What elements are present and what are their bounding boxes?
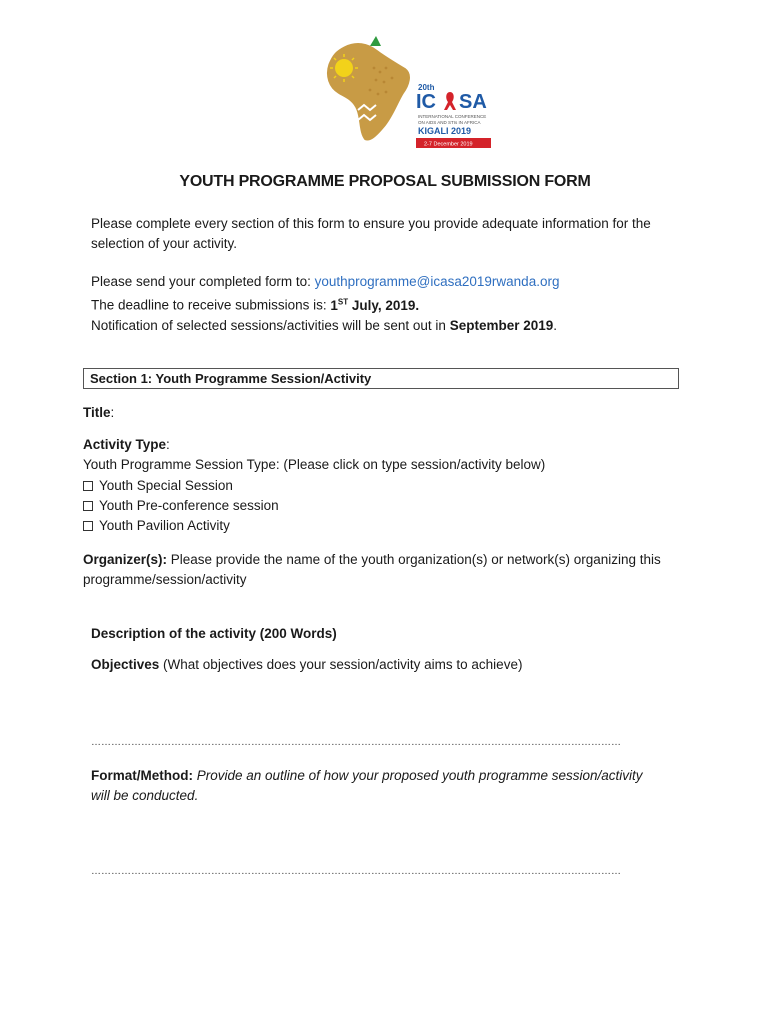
activity-type-block [83,435,545,536]
logo-name-part1: IC [416,91,436,113]
checkbox-icon[interactable] [83,481,93,491]
objectives-label: Objectives [91,657,160,672]
deadline-label: The deadline to receive submissions is: [91,297,331,313]
format-method-field[interactable] [91,766,643,806]
submission-info [91,272,559,336]
title-label: Title [83,405,111,420]
organizer-line-2: programme/session/activity [83,572,247,587]
deadline-sup: ST [337,297,349,306]
objectives-field[interactable] [91,655,522,675]
send-label: Please send your completed form to: [91,274,315,289]
format-line-2 [91,786,643,806]
logo-edition: 20th [418,83,435,92]
deadline-line [91,292,559,316]
format-text: Provide an outline of how your proposed youth programme session/activity [193,768,643,783]
deadline-day: 1 [330,297,338,313]
organizer-field[interactable] [83,550,661,590]
section-1-heading: Section 1: Youth Programme Session/Activity [83,368,679,389]
description-label-text: Description of the activity (200 Words) [91,626,337,641]
activity-type-colon: : [166,437,170,452]
format-line-1 [91,766,643,786]
logo-dates: 2-7 December 2019 [424,141,473,148]
notif-end: . [553,317,558,333]
send-line [91,272,559,292]
session-type-text: Youth Programme Session Type: (Please click on type session/activity below) [83,457,546,472]
organizer-line-1 [83,550,661,570]
icasa-logo [306,28,511,163]
format-dotted-line[interactable]: …………………………………………………………………………………………………………………………………………… [91,866,621,877]
intro-line-1: Please complete every section of this form to ensure you provide adequate information for the [91,216,651,231]
form-title: YOUTH PROGRAMME PROPOSAL SUBMISSION FORM [179,173,591,190]
red-ribbon-icon [444,92,456,110]
objectives-dotted-line[interactable]: …………………………………………………………………………………………………………………………………………… [91,737,621,748]
deadline-rest: July, 2019. [348,297,420,313]
option-label: Youth Special Session [99,478,233,493]
checkbox-icon[interactable] [83,521,93,531]
format-text-2: will be conducted. [91,788,199,803]
logo-subtitle-2: ON AIDS AND STIs IN AFRICA [418,120,481,125]
option-youth-pre-conference[interactable] [83,496,545,516]
format-label: Format/Method: [91,768,193,783]
send-email-link[interactable]: youthprogramme@icasa2019rwanda.org [314,274,560,289]
objectives-text: (What objectives does your session/activity aims to achieve) [159,657,523,672]
activity-type-label: Activity Type [83,437,167,452]
checkbox-icon[interactable] [83,501,93,511]
africa-map-shape [326,43,410,142]
option-youth-special-session[interactable] [83,476,545,496]
icasa-logo-graphic [306,28,511,163]
notification-line [91,316,559,336]
intro-line-2: selection of your activity. [91,236,238,251]
title-field[interactable] [83,403,114,423]
intro-paragraph [91,214,651,254]
logo-location: KIGALI 2019 [418,126,472,136]
organizer-label: Organizer(s): [83,552,168,567]
deadline-date [330,298,419,313]
title-colon: : [110,405,115,420]
logo-name-part2: SA [459,91,487,113]
organizer-text: Please provide the name of the youth organization(s) or network(s) organizing this [167,552,661,567]
activity-type-heading [83,435,545,455]
logo-subtitle-1: INTERNATIONAL CONFERENCE [418,114,487,119]
notif-month: September 2019 [449,317,554,333]
option-label: Youth Pre-conference session [99,498,279,513]
description-label [91,624,337,644]
option-label: Youth Pavilion Activity [99,518,230,533]
option-youth-pavilion[interactable] [83,516,545,536]
notif-label: Notification of selected sessions/activities will be sent out in [91,317,450,333]
